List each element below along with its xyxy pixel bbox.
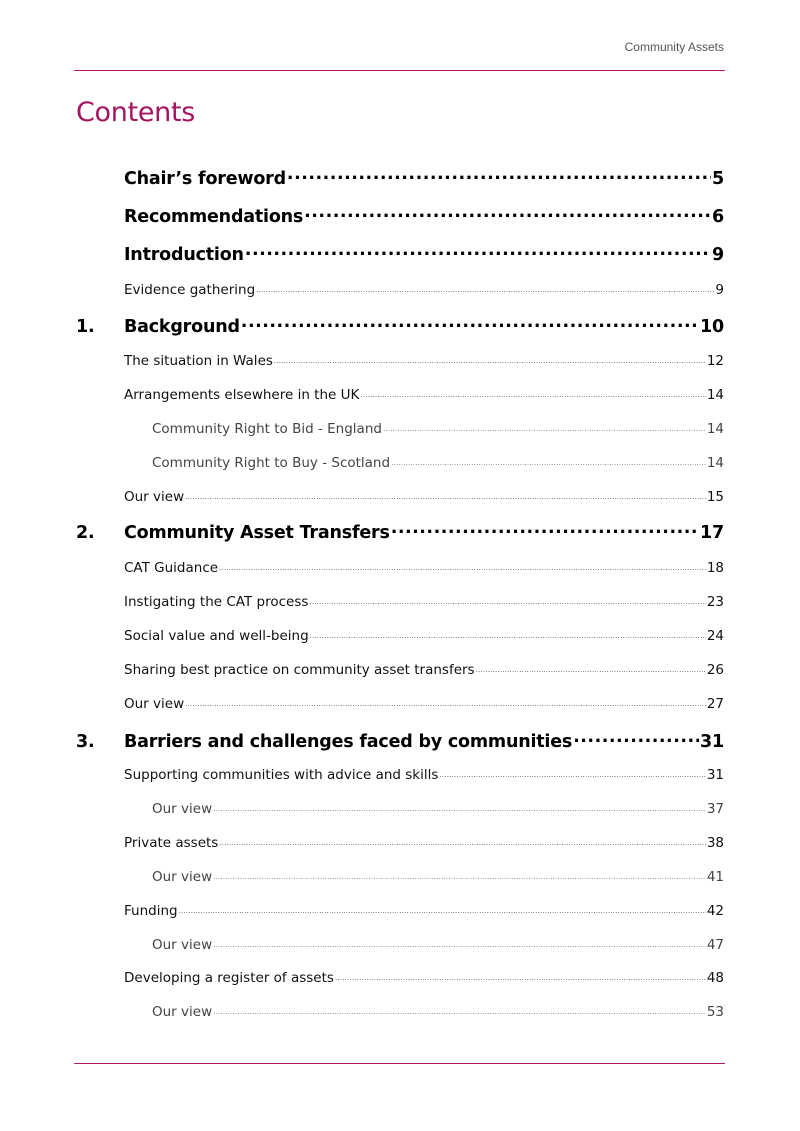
toc-entry-page-number: 37 xyxy=(706,800,724,817)
toc-entry-label: Our view xyxy=(152,868,213,885)
toc-entry-page-number: 31 xyxy=(700,731,724,752)
toc-entry-label: Our view xyxy=(152,1003,213,1020)
toc-entry-page-number: 47 xyxy=(706,936,724,953)
toc-dot-leader xyxy=(360,385,705,399)
toc-dot-leader xyxy=(573,729,699,747)
toc-entry[interactable] xyxy=(76,314,724,337)
toc-entry-label: Funding xyxy=(124,902,178,919)
toc-dot-leader xyxy=(476,660,706,674)
toc-entry-page-number: 9 xyxy=(715,281,724,298)
toc-entry[interactable] xyxy=(124,626,724,644)
toc-entry-label: Community Right to Bid - England xyxy=(152,420,382,437)
toc-entry-label: Barriers and challenges faced by communities xyxy=(124,731,573,752)
toc-entry-page-number: 5 xyxy=(712,168,724,189)
toc-entry-label: Private assets xyxy=(124,834,219,851)
toc-dot-leader xyxy=(304,204,711,222)
toc-entry-label: Instigating the CAT process xyxy=(124,593,309,610)
toc-entry[interactable] xyxy=(124,694,724,712)
toc-dot-leader xyxy=(219,558,706,572)
page-title: Contents xyxy=(76,97,196,128)
toc-entry-page-number: 14 xyxy=(706,420,724,437)
toc-entry[interactable] xyxy=(152,799,724,817)
running-header: Community Assets xyxy=(624,40,724,54)
toc-dot-leader xyxy=(391,453,706,467)
toc-entry[interactable] xyxy=(124,660,724,678)
toc-entry[interactable] xyxy=(124,765,724,783)
toc-dot-leader xyxy=(335,968,706,982)
toc-entry-page-number: 53 xyxy=(706,1003,724,1020)
toc-entry-number: 3. xyxy=(76,731,95,752)
toc-entry-label: Introduction xyxy=(124,244,244,265)
toc-entry-label: Background xyxy=(124,316,240,337)
toc-entry-label: The situation in Wales xyxy=(124,352,273,369)
toc-entry-page-number: 48 xyxy=(706,969,724,986)
toc-dot-leader xyxy=(219,833,705,847)
footer-rule xyxy=(74,1063,725,1064)
toc-entry[interactable] xyxy=(152,419,724,437)
toc-entry[interactable] xyxy=(124,558,724,576)
toc-entry[interactable] xyxy=(124,968,724,986)
toc-dot-leader xyxy=(213,1002,706,1016)
toc-entry-label: Recommendations xyxy=(124,206,304,227)
toc-entry-page-number: 18 xyxy=(706,559,724,576)
toc-entry-page-number: 42 xyxy=(706,902,724,919)
toc-entry[interactable] xyxy=(124,280,724,298)
toc-dot-leader xyxy=(274,351,706,365)
toc-dot-leader xyxy=(391,520,699,538)
toc-entry-page-number: 17 xyxy=(700,522,724,543)
toc-entry-label: Arrangements elsewhere in the UK xyxy=(124,386,360,403)
toc-dot-leader xyxy=(185,694,706,708)
toc-entry[interactable] xyxy=(76,520,724,543)
toc-dot-leader xyxy=(213,935,706,949)
toc-entry-page-number: 31 xyxy=(706,766,724,783)
toc-entry-label: Our view xyxy=(152,936,213,953)
toc-entry-label: Developing a register of assets xyxy=(124,969,334,986)
toc-entry-label: Sharing best practice on community asset transfers xyxy=(124,661,475,678)
toc-entry[interactable] xyxy=(76,729,724,752)
toc-entry-page-number: 14 xyxy=(706,454,724,471)
toc-entry-page-number: 10 xyxy=(700,316,724,337)
toc-entry-label: Supporting communities with advice and skills xyxy=(124,766,439,783)
toc-entry[interactable] xyxy=(124,592,724,610)
toc-entry-label: CAT Guidance xyxy=(124,559,219,576)
toc-entry[interactable] xyxy=(152,1002,724,1020)
toc-dot-leader xyxy=(287,166,711,184)
toc-entry-label: Community Asset Transfers xyxy=(124,522,390,543)
toc-entry-page-number: 26 xyxy=(706,661,724,678)
toc-entry-page-number: 6 xyxy=(712,206,724,227)
toc-entry[interactable] xyxy=(152,935,724,953)
toc-dot-leader xyxy=(185,487,706,501)
toc-dot-leader xyxy=(383,419,706,433)
toc-entry-page-number: 9 xyxy=(712,244,724,265)
toc-entry[interactable] xyxy=(76,242,724,265)
toc-entry[interactable] xyxy=(76,204,724,227)
toc-entry-page-number: 15 xyxy=(706,488,724,505)
toc-entry-label: Our view xyxy=(124,488,185,505)
toc-entry-label: Evidence gathering xyxy=(124,281,256,298)
toc-entry[interactable] xyxy=(124,833,724,851)
toc-entry[interactable] xyxy=(124,351,724,369)
toc-entry-label: Social value and well-being xyxy=(124,627,309,644)
toc-dot-leader xyxy=(256,280,714,294)
toc-entry-number: 1. xyxy=(76,316,95,337)
toc-dot-leader xyxy=(213,799,706,813)
toc-entry[interactable] xyxy=(76,166,724,189)
toc-entry-page-number: 23 xyxy=(706,593,724,610)
toc-entry-label: Our view xyxy=(152,800,213,817)
toc-entry[interactable] xyxy=(124,385,724,403)
toc-entry-number: 2. xyxy=(76,522,95,543)
toc-entry-page-number: 14 xyxy=(706,386,724,403)
toc-dot-leader xyxy=(439,765,705,779)
toc-dot-leader xyxy=(310,626,706,640)
toc-dot-leader xyxy=(309,592,705,606)
toc-entry[interactable] xyxy=(152,867,724,885)
toc-entry-page-number: 38 xyxy=(706,834,724,851)
toc-entry[interactable] xyxy=(152,453,724,471)
toc-entry[interactable] xyxy=(124,901,724,919)
toc-entry-page-number: 27 xyxy=(706,695,724,712)
toc-entry-label: Community Right to Buy - Scotland xyxy=(152,454,391,471)
toc-dot-leader xyxy=(241,314,699,332)
toc-entry-label: Chair’s foreword xyxy=(124,168,286,189)
toc-entry-label: Our view xyxy=(124,695,185,712)
toc-dot-leader xyxy=(213,867,706,881)
toc-entry[interactable] xyxy=(124,487,724,505)
toc-dot-leader xyxy=(245,242,711,260)
toc-entry-page-number: 41 xyxy=(706,868,724,885)
toc-entry-page-number: 12 xyxy=(706,352,724,369)
toc-dot-leader xyxy=(179,901,706,915)
toc-entry-page-number: 24 xyxy=(706,627,724,644)
